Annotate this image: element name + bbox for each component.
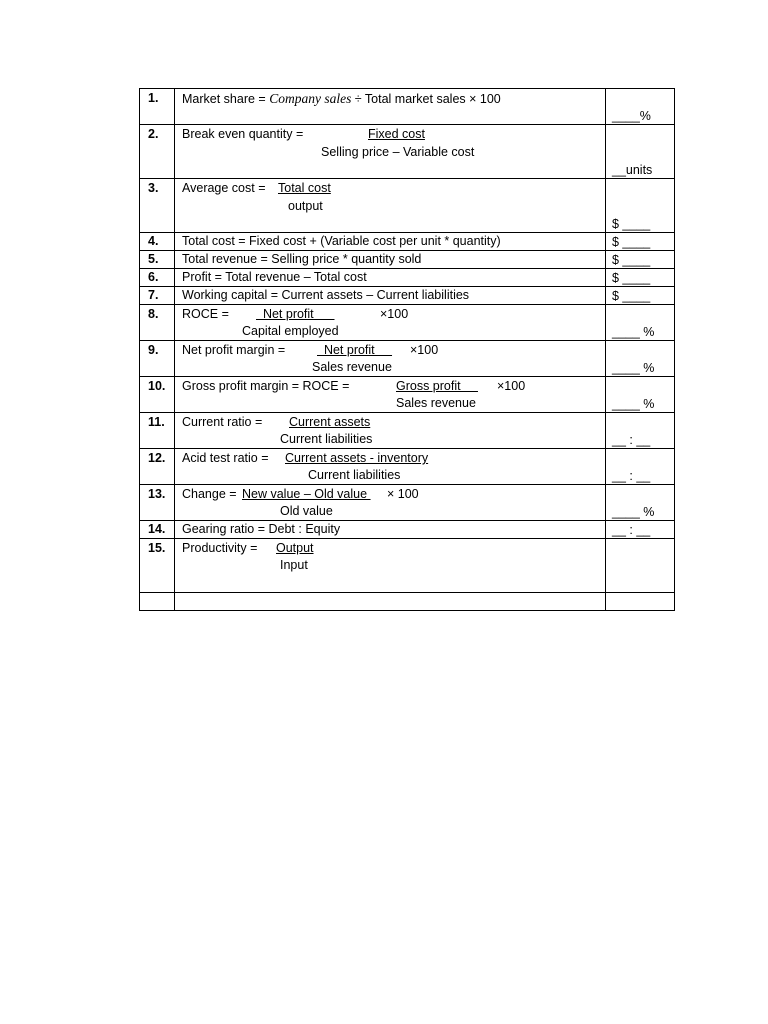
formula-cell [175, 593, 606, 611]
row-number: 3. [148, 181, 159, 195]
formula-cell [175, 305, 606, 341]
table-row [140, 521, 675, 539]
formula-cell [175, 269, 606, 287]
row-number: 1. [148, 91, 159, 105]
answer-blank: $ ____ [612, 289, 651, 303]
formula-text: Profit = Total revenue – Total cost [182, 270, 367, 284]
row-number-cell [140, 413, 175, 449]
formula-numerator: Current assets - inventory [285, 451, 429, 465]
row-number: 7. [148, 288, 159, 302]
row-number: 9. [148, 343, 159, 357]
formula-numerator: Output [276, 541, 314, 555]
formula-cell [175, 89, 606, 125]
formula-label: Change = [182, 487, 237, 501]
formula-denominator: Sales revenue [312, 360, 392, 374]
row-number: 6. [148, 270, 159, 284]
answer-cell[interactable] [606, 521, 675, 539]
formula-denominator: Capital employed [242, 324, 339, 338]
formula-multiplier: ×100 [497, 379, 526, 393]
formula-cell [175, 233, 606, 251]
formula-label: Gross profit margin = ROCE = [182, 379, 350, 393]
table-row [140, 413, 675, 449]
table-row [140, 341, 675, 377]
formula-label: Acid test ratio = [182, 451, 269, 465]
row-number-cell [140, 125, 175, 179]
table-row [140, 125, 675, 179]
answer-blank: $ ____ [612, 271, 651, 285]
table-row [140, 539, 675, 593]
row-number: 11. [148, 415, 165, 429]
row-number-cell [140, 593, 175, 611]
formula-cell [175, 449, 606, 485]
table-row [140, 305, 675, 341]
table-row [140, 269, 675, 287]
table-row [140, 287, 675, 305]
formula-cell [175, 485, 606, 521]
formula-text: Working capital = Current assets – Current liabilities [182, 288, 470, 302]
formula-cell [175, 539, 606, 593]
formula-text: Total revenue = Selling price * quantity sold [182, 252, 422, 266]
row-number: 4. [148, 234, 159, 248]
table-row [140, 89, 675, 125]
answer-cell[interactable] [606, 251, 675, 269]
row-number-cell [140, 539, 175, 593]
formula-cell [175, 377, 606, 413]
formula-cell [175, 341, 606, 377]
table-row [140, 377, 675, 413]
formula-numerator: Fixed cost [368, 127, 425, 141]
row-number-cell [140, 89, 175, 125]
row-number-cell [140, 287, 175, 305]
formula-multiplier: × 100 [387, 487, 419, 501]
row-number-cell [140, 521, 175, 539]
answer-blank: $ ____ [612, 235, 651, 249]
formula-label: ROCE = [182, 307, 229, 321]
answer-blank: __ : __ [612, 469, 651, 483]
table-row [140, 449, 675, 485]
table-row [140, 233, 675, 251]
formula-multiplier: ×100 [380, 307, 409, 321]
answer-blank: $ ____ [612, 217, 651, 231]
formula-denominator: Sales revenue [396, 396, 476, 410]
formula-text: Total cost = Fixed cost + (Variable cost per unit * quantity) [182, 234, 501, 248]
answer-cell[interactable] [606, 305, 675, 341]
answer-blank: __ : __ [612, 433, 651, 447]
answer-blank: $ ____ [612, 253, 651, 267]
formula-market-share: Market share = Company sales ÷ Total market sales × 100 [182, 91, 501, 106]
table-row-empty [140, 593, 675, 611]
formula-label: Average cost = [182, 181, 266, 195]
answer-blank: ____ % [612, 397, 655, 411]
answer-cell[interactable] [606, 413, 675, 449]
row-number-cell [140, 179, 175, 233]
answer-blank: ____ % [612, 325, 655, 339]
row-number-cell [140, 269, 175, 287]
formula-label: Current ratio = [182, 415, 263, 429]
answer-blank: __units [612, 163, 653, 177]
formula-numerator: Net profit [317, 343, 393, 357]
formula-label: Net profit margin = [182, 343, 286, 357]
formula-numerator: Current assets [289, 415, 371, 429]
formula-cell [175, 287, 606, 305]
row-number-cell [140, 449, 175, 485]
formula-numerator: Net profit [256, 307, 335, 321]
table-row [140, 251, 675, 269]
row-number-cell [140, 251, 175, 269]
row-number: 14. [148, 522, 166, 536]
formula-numerator: Total cost [278, 181, 331, 195]
row-number-cell [140, 377, 175, 413]
formula-cell [175, 251, 606, 269]
formula-cell [175, 125, 606, 179]
formula-cell [175, 413, 606, 449]
formula-label: Break even quantity = [182, 127, 304, 141]
formula-denominator: Current liabilities [280, 432, 373, 446]
row-number: 12. [148, 451, 166, 465]
formula-text: Gearing ratio = Debt : Equity [182, 522, 341, 536]
formula-denominator: output [288, 199, 323, 213]
row-number: 5. [148, 252, 159, 266]
answer-cell[interactable] [606, 485, 675, 521]
row-number-cell [140, 233, 175, 251]
answer-cell[interactable] [606, 539, 675, 593]
formula-cell [175, 521, 606, 539]
answer-cell[interactable] [606, 593, 675, 611]
formula-denominator: Current liabilities [308, 468, 401, 482]
row-number: 2. [148, 127, 159, 141]
formula-denominator: Old value [280, 504, 333, 518]
row-number: 13. [148, 487, 166, 501]
answer-cell[interactable] [606, 341, 675, 377]
answer-cell[interactable] [606, 269, 675, 287]
formula-table [139, 88, 675, 611]
row-number-cell [140, 485, 175, 521]
row-number: 15. [148, 541, 166, 555]
answer-blank: ____ % [612, 505, 655, 519]
formula-multiplier: ×100 [410, 343, 439, 357]
row-number-cell [140, 305, 175, 341]
answer-cell[interactable] [606, 125, 675, 179]
answer-cell[interactable] [606, 179, 675, 233]
formula-denominator: Selling price – Variable cost [321, 145, 475, 159]
answer-blank: __ : __ [612, 523, 651, 537]
table-row [140, 179, 675, 233]
row-number-cell [140, 341, 175, 377]
answer-blank: ____ % [612, 361, 655, 375]
formula-denominator: Input [280, 558, 308, 572]
answer-cell[interactable] [606, 449, 675, 485]
formula-cell [175, 179, 606, 233]
answer-cell[interactable] [606, 287, 675, 305]
formula-numerator: Gross profit [396, 379, 478, 393]
table-row [140, 485, 675, 521]
answer-cell[interactable] [606, 233, 675, 251]
row-number: 10. [148, 379, 166, 393]
answer-blank: ____% [612, 109, 651, 123]
row-number: 8. [148, 307, 159, 321]
formula-label: Productivity = [182, 541, 258, 555]
answer-cell[interactable] [606, 89, 675, 125]
answer-cell[interactable] [606, 377, 675, 413]
formula-numerator: New value – Old value [242, 487, 371, 501]
